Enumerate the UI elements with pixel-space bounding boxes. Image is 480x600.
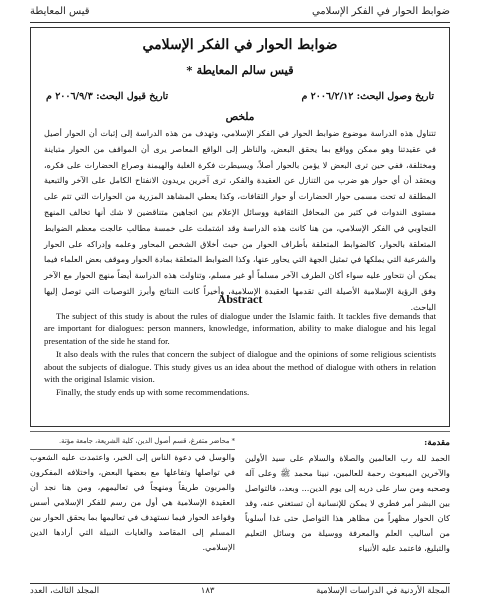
received-date: تاريخ وصول البحث: ٢٠٠٦/٢/١٢ م: [301, 91, 434, 102]
author-footnote: * محاضر متفرغ، قسم أصول الدين، كلية الشريعة، جامعة مؤتة.: [30, 436, 235, 450]
running-header-author: قيس المعايطة: [30, 6, 90, 17]
author-name: قيس سالم المعايطة *: [186, 63, 294, 77]
arabic-abstract-text: تتناول هذه الدراسة موضوع ضوابط الحوار في الفكر الإسلامي، وتهدف من هذه الدراسة إلى إثبات أن الحوار أصيل في عقيدتنا وهو ممكن وواقع بما يحقق البعض، والناظر إلى الواقع المعاصر يرى أن المواقف من الحوار متباينة ومختلفة، ففي حين ترى البعض لا يؤمن بالحوار أصلاً، ويسيطرت فكرة الغلبة والهيمنة وصراع الحضارات على فكره، ويعتقد أن أي حوار هو ضرب من التنازل عن العقيدة والفكر، ترى آخرين يريدون الانفتاح الكامل على الآخر والتبعية المطلقة له تحت مسمى حوار الحضارات أو حوار الثقافات، وكذا يعطي المشاهد المزرية من الحوارات التي تتم على مستوى الندوات في كثير من المحافل الثقافية ووسائل الإعلام بين اتجاهين متناقضين لا شك أنها تخالف المنهج التجاوبي في الفكر الإسلامي، من هنا كانت هذه الدراسة وقد اشتملت على خمسة مطالب عالجت معظم الضوابط المتعلقة بالحوار، كالضوابط المتعلقة بأطراف الحوار من حيث أخلاق الشخص المحاور وعلمه وإدراكه على الحوار والشرعية التي يملكها في تمثيل الجهة التي يحاور عنها، وكذا الضوابط المتعلقة بمادة الحوار وموقف بعض العلماء فيما يمكن أن نتحاور عليه سواء أكان الطرف الآخر مسلماً أو غير مسلم، وتناولت هذه الدراسة أيضاً منهج الحوار مع الآخر وفق الرؤية الإسلامية الأصيلة التي تقدمها العقيدة الإسلامية، وأخيراً كانت النتائج وأبرز التوصيات التي توصل إليها الباحث.: [44, 128, 436, 312]
running-header: [30, 6, 450, 22]
journal-name: المجلة الأردنية في الدراسات الإسلامية: [316, 586, 450, 596]
english-abstract-heading: Abstract: [217, 292, 263, 306]
arabic-abstract-heading: ملخص: [225, 111, 255, 123]
journal-volume: المجلد الثالث، العدد: [30, 586, 100, 596]
english-abstract-paragraph: Finally, the study ends up with some recommendations.: [56, 387, 250, 398]
body-text-left: والوسل في دعوة الناس إلى الخير، واعتمدت عليه الشعوب في تواصلها وتفاعلها مع بعضها البعض، واختلافه المفكرون والمربون طريقاً ومنهجاً في تعاليمهم، ومن هنا نجد أن العقيدة الإسلامية هي أول من رسم للفكر الإسلامي أسس وقواعد الحوار فيما نستهدف في تعاليمها بما يحقق الحوار بين المسلم إلى المقاصد والغايات النبيلة التي أرادها الدين الإسلامي.: [30, 452, 235, 552]
footer-rule: [30, 583, 450, 584]
page-number: ١٨٣: [200, 586, 215, 596]
introduction-heading: مقدمة:: [424, 438, 450, 448]
body-column-right: [245, 436, 450, 556]
english-abstract-paragraph: It also deals with the rules that concern the subject of dialogue and the opinions of some religious scientists about the subjects of dialogue. This study gives us an idea about the method of dialogue with others in relation with the original Islamic vision.: [44, 349, 436, 385]
abstract-box: [30, 27, 450, 427]
english-abstract: [44, 310, 436, 400]
submission-dates: [46, 91, 434, 102]
paper-title: ضوابط الحوار في الفكر الإسلامي: [142, 37, 338, 53]
english-abstract-paragraph: The subject of this study is about the rules of dialogue under the Islamic faith. It tackles five demands that are important for dialogues: person manners, knowledge, information, ability to make dialogue and his legal presentation of the side he stand for.: [44, 311, 436, 346]
running-header-title: ضوابط الحوار في الفكر الإسلامي: [311, 6, 450, 17]
running-footer: [30, 586, 450, 598]
accepted-date: تاريخ قبول البحث: ٢٠٠٦/٩/٣ م: [46, 91, 169, 102]
section-divider: [30, 431, 450, 432]
body-column-left: [30, 436, 235, 555]
body-text-right: الحمد لله رب العالمين والصلاة والسلام على سيد الأولين والآخرين المبعوث رحمة للعالمين، نبينا محمد ﷺ وعلى آله وصحبه ومن سار على دربه إلى يوم الدين... وبعد،، فالتواصل بين البشر أمر فطري لا يمكن للإنسانية أن تستغني عنه، وقد كان الحوار مظهراً من مظاهر هذا التواصل حتى غدا أسلوباً من أساليب العلم والمعرفة ووسيلة من وسائل التعليم والتبليغ، فاعتمد عليه الأنبياء: [245, 453, 450, 553]
header-rule: [30, 22, 450, 23]
